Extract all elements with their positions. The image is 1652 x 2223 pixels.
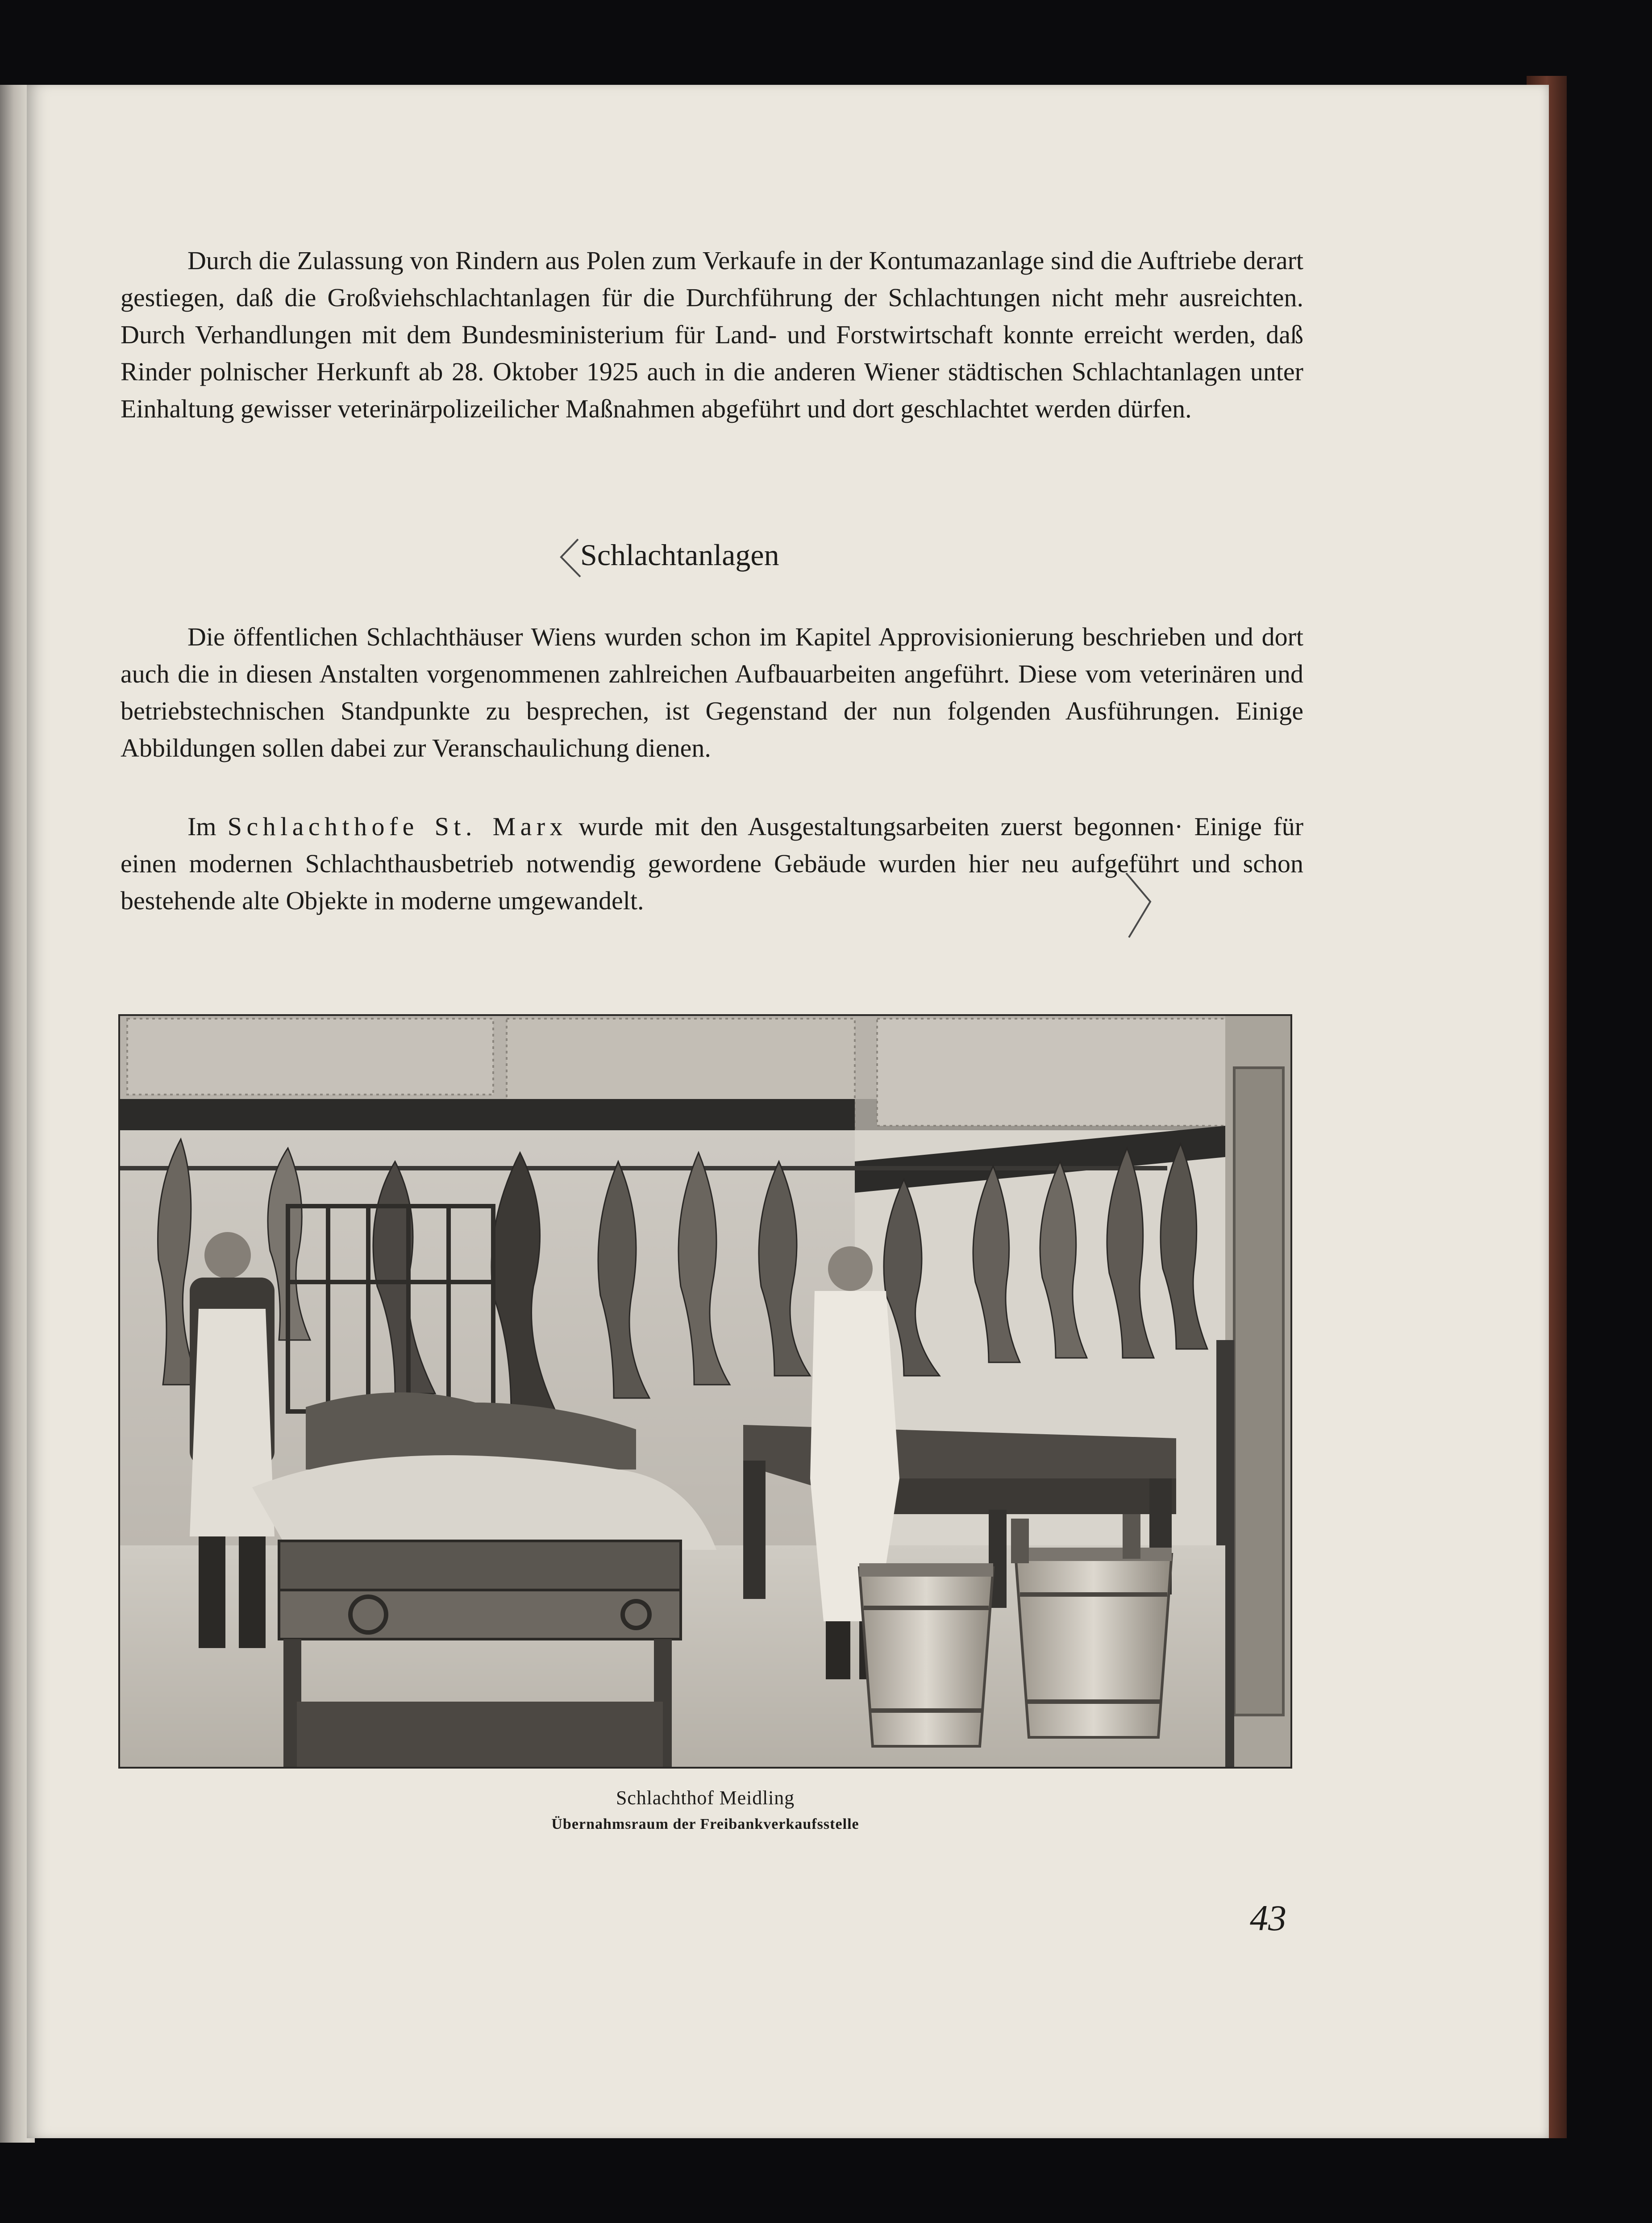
photo-caption-title: Schlachthof Meidling (616, 1787, 795, 1809)
paragraph-st-marx-lead: Im (187, 812, 216, 841)
photo-illustration (118, 1014, 1292, 1769)
paragraph-intro: Durch die Zulassung von Rindern aus Polen zum Verkaufe in der Kontumazanlage sind die Auftriebe derart gestiegen, daß die Großviehschlachtanlagen für die Durchführung der Schlachtungen nicht mehr ausreichten. Durch Verhandlungen mit dem Bundesministerium für Land- und Forstwirtschaft konnte erreicht werden, daß Rinder polnischer Herkunft ab 28. Oktober 1925 auch in die anderen Wiener städtischen Schlachtanlagen unter Einhaltung gewisser veterinärpolizeilicher Maßnahmen abgeführt und dort geschlachtet werden dürfen. (121, 246, 1303, 423)
photo-slaughterhouse (118, 1014, 1292, 1769)
book-page (27, 85, 1549, 2138)
page-number: 43 (1250, 1898, 1286, 1938)
paragraph-schlachthaeuser: Die öffentlichen Schlachthäuser Wiens wurden schon im Kapitel Approvisionierung beschrieben und dort auch die in diesen Anstalten vorgenommenen zahlreichen Aufbauarbeiten angeführt. Diese vom veterinären und betriebstechnischen Standpunkte zu besprechen, ist Gegenstand der nun folgenden Ausführungen. Einige Abbildungen sollen dabei zur Veranschaulichung dienen. (121, 622, 1303, 762)
photo-caption-subtitle: Übernahmsraum der Freibankverkaufsstelle (551, 1816, 859, 1832)
pencil-mark-left (556, 536, 583, 580)
section-heading: Schlachtanlagen (580, 538, 779, 572)
paragraph-st-marx-spaced: Schlachthofe St. Marx (227, 812, 567, 841)
pencil-mark-right (1123, 870, 1158, 942)
paragraph-st-marx-rest: wurde mit den Ausgestaltungsarbeiten zuerst begonnen· Einige für einen modernen Schlachthausbetrieb notwendig gewordene Gebäude wurden hier neu aufgeführt und schon bestehende alte Objekte in moderne umgewandelt. (121, 812, 1304, 915)
